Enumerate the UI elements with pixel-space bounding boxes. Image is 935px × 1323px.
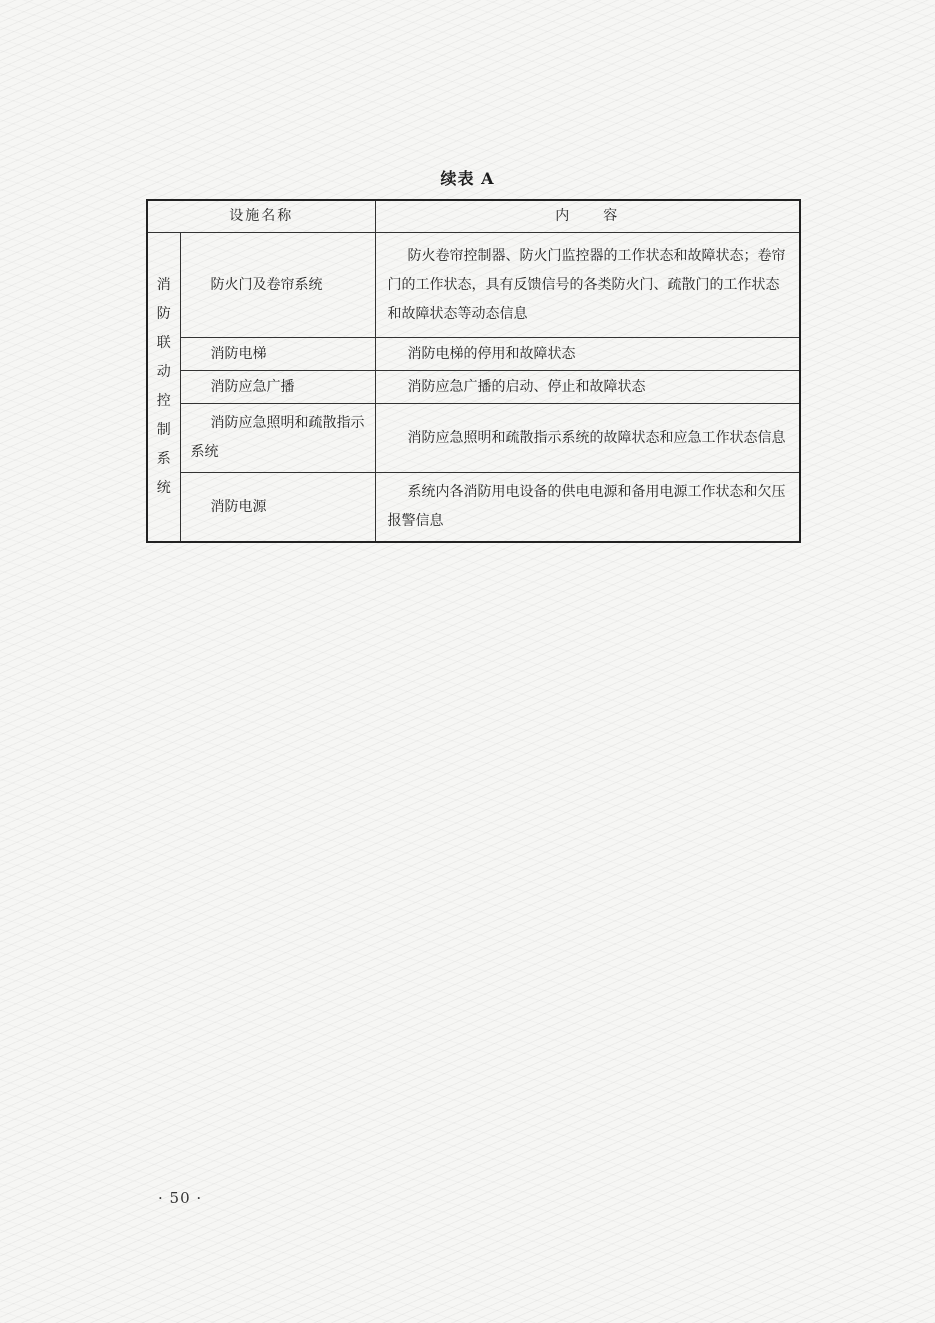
content-cell: 消防应急照明和疏散指示系统的故障状态和应急工作状态信息 <box>375 404 800 473</box>
category-char: 制 <box>156 422 171 438</box>
table-caption: 续表 A <box>440 169 495 188</box>
content-cell: 系统内各消防用电设备的供电电源和备用电源工作状态和欠压报警信息 <box>375 473 800 543</box>
table-row <box>147 473 800 543</box>
header-facility-name: 设施名称 <box>147 200 375 233</box>
category-char: 系 <box>156 451 171 467</box>
page-number: · 50 · <box>158 1189 203 1207</box>
category-char: 动 <box>156 364 171 380</box>
facility-name-cell: 防火门及卷帘系统 <box>180 233 375 338</box>
category-char: 消 <box>156 277 171 293</box>
category-char: 统 <box>156 480 171 496</box>
table-row <box>147 233 800 338</box>
facility-name-cell: 消防应急广播 <box>180 371 375 404</box>
table-header-row <box>147 200 800 233</box>
category-char: 控 <box>156 393 171 409</box>
content-cell: 消防应急广播的启动、停止和故障状态 <box>375 371 800 404</box>
facility-name-cell: 消防电源 <box>180 473 375 543</box>
category-char: 防 <box>156 306 171 322</box>
category-char: 联 <box>156 335 171 351</box>
table-row <box>147 371 800 404</box>
header-content: 内 容 <box>375 200 800 233</box>
content-cell: 防火卷帘控制器、防火门监控器的工作状态和故障状态；卷帘门的工作状态，具有反馈信号的各类防火门、疏散门的工作状态和故障状态等动态信息 <box>375 233 800 338</box>
facility-name-cell: 消防应急照明和疏散指示系统 <box>180 404 375 473</box>
table-row <box>147 404 800 473</box>
facility-name-cell: 消防电梯 <box>180 338 375 371</box>
facility-status-table <box>146 199 801 543</box>
table-row <box>147 338 800 371</box>
category-cell <box>147 233 180 543</box>
content-cell: 消防电梯的停用和故障状态 <box>375 338 800 371</box>
